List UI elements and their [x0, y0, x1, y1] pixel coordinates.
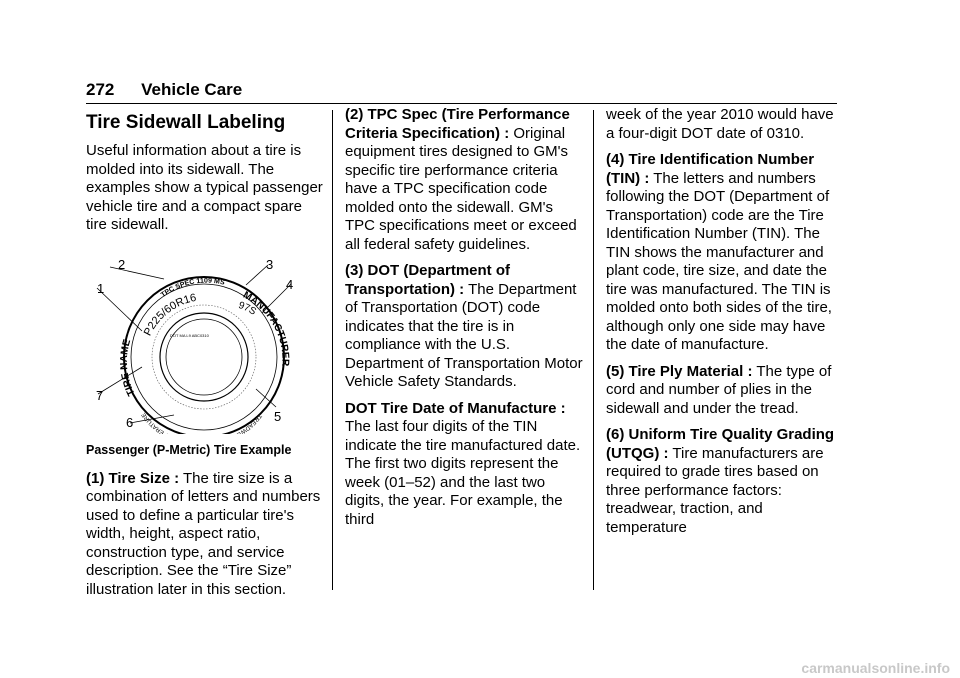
item-dot-date	[345, 400, 583, 530]
item-utqg	[606, 426, 841, 537]
item-ply-material	[606, 363, 841, 419]
tire-size-text: P225/60R16	[141, 291, 198, 338]
continued-paragraph: week of the year 2010 would have a four-digit DOT date of 0310.	[606, 106, 834, 142]
item-title: (2) TPC Spec (Tire Performance Criteria Specification) :	[345, 106, 570, 142]
callout-1: 1	[97, 280, 105, 296]
item-body: The tire size is a combination of letters and numbers used to define a particular tire's width, height, aspect ratio, construction type, and service description. See the “Tire Size” illustration later in this section.	[86, 469, 321, 598]
column-divider-2	[593, 110, 594, 590]
page-number: 272	[86, 80, 115, 99]
item-title: (6) Uniform Tire Quality Grading (UTQG) :	[606, 426, 835, 462]
callout-4: 4	[286, 276, 294, 292]
figure-caption: Passenger (P-Metric) Tire Example	[86, 443, 292, 457]
callout-2: 2	[118, 256, 126, 272]
dot-code-text: DOT MA L9 ABC0310	[170, 332, 209, 338]
item-body: Tire manufacturers are required to grade tires based on three performance factors: treadwear, traction, and temperature	[606, 444, 824, 536]
callout-7: 7	[96, 387, 104, 403]
callout-3: 3	[266, 256, 274, 272]
item-body: The letters and numbers following the DOT (Department of Transportation) code are the Tire Identification Number (TIN). The TIN shows the manufacturer and plant code, tire size, and date the tire was manufactured. The TIN is molded onto both sides of the tire, although only one side may have the date of manufacture.	[606, 169, 832, 353]
intro-paragraph: Useful information about a tire is molded into its sidewall. The examples show a typical passenger vehicle tire and a compact spare tire sidewall.	[86, 142, 323, 233]
item-tin	[606, 151, 841, 355]
item-title: (4) Tire Identification Number (TIN) :	[606, 151, 815, 187]
watermark-footer: carmanualsonline.info	[801, 660, 950, 676]
column-3	[606, 106, 841, 545]
item-title: (5) Tire Ply Material :	[606, 362, 753, 380]
item-body: The type of cord and number of plies in the sidewall and under the tread.	[606, 362, 832, 417]
load-index-text: 97S	[236, 299, 258, 318]
chapter-title: Vehicle Care	[141, 80, 243, 99]
tire-sidewall-figure	[86, 249, 326, 434]
item-title: (1) Tire Size :	[86, 469, 180, 487]
item-tire-size	[86, 470, 326, 600]
callout-5: 5	[274, 408, 282, 424]
callout-6: 6	[126, 414, 134, 430]
header-rule	[86, 103, 837, 104]
column-2	[345, 106, 583, 537]
tpc-spec-text: TPC SPEC 1109 MS	[159, 277, 226, 299]
section-title: Tire Sidewall Labeling	[86, 112, 286, 133]
utqg-text: TREADWE PERATURE	[140, 410, 263, 434]
page-header	[86, 80, 242, 100]
manufacturer-text: MANUFACTURER	[241, 289, 291, 366]
item-body: The last four digits of the TIN indicate the tire manufactured date. The first two digits represent the week (01–52) and the last two digits, the year. For example, the third	[345, 418, 581, 528]
item-title: DOT Tire Date of Manufacture :	[345, 399, 566, 417]
tire-name-text: TIRE NAME	[118, 337, 138, 397]
item-tpc-spec	[345, 106, 583, 254]
item-title: (3) DOT (Department of Transportation) :	[345, 262, 510, 298]
item-body: Original equipment tires designed to GM's specific tire performance criteria have a TPC specification code molded onto the sidewall. GM's TPC specifications meet or exceed all federal safety guidelines.	[345, 124, 577, 253]
column-divider-1	[332, 110, 333, 590]
item-body: The Department of Transportation (DOT) code indicates that the tire is in compliance with the U.S. Department of Transportation Motor Vehicle Safety Standards.	[345, 280, 583, 390]
item-dot	[345, 262, 583, 392]
column-1	[86, 106, 326, 607]
